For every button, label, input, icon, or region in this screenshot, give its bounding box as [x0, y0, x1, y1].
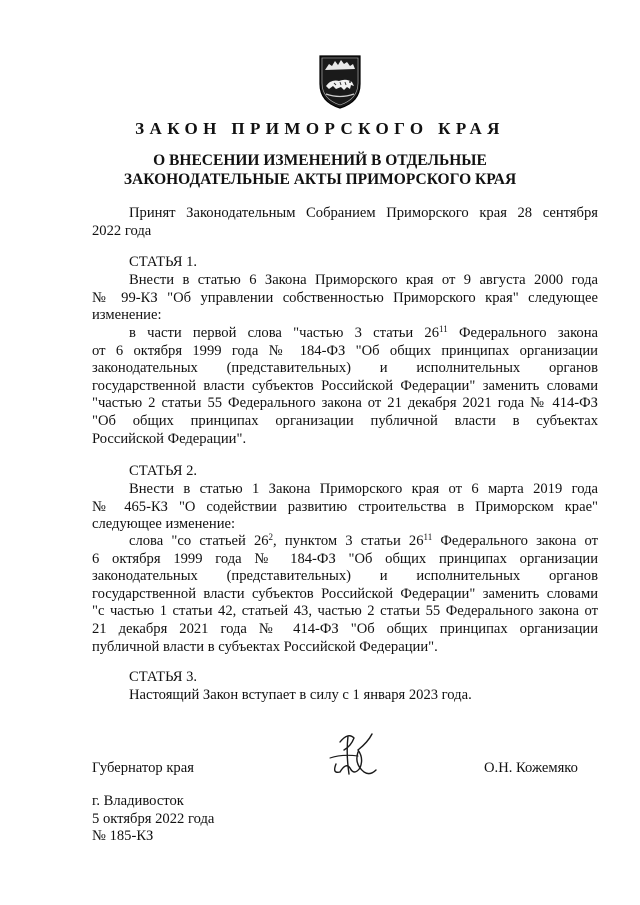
article-3-heading: СТАТЬЯ 3.	[129, 669, 198, 685]
law-heading: ЗАКОН ПРИМОРСКОГО КРАЯ	[135, 119, 505, 138]
footer-city: г. Владивосток	[92, 793, 184, 809]
law-title-line-1: О ВНЕСЕНИИ ИЗМЕНЕНИЙ В ОТДЕЛЬНЫЕ	[153, 152, 487, 169]
article-1-heading: СТАТЬЯ 1.	[129, 254, 198, 270]
article-2-heading: СТАТЬЯ 2.	[129, 463, 198, 479]
law-title	[0, 151, 640, 189]
article-1-paragraph-2: в части первой слова "частью 3 статьи $26^{11}$ Федерального закона от 6 октября 1999 года № 184-ФЗ "Об общих принципах организации законодательных (представительных) и исполнительных органов государственной власти субъектов Российской Федерации" заменить словами "частью 2 статьи 55 Федерального закона от 21 декабря 2021 года № 414-ФЗ "Об общих принципах организации публичной власти в субъектах Российской Федерации".	[92, 324, 598, 447]
handwritten-signature	[318, 728, 382, 784]
article-1-paragraph-1: Внести в статью 6 Закона Приморского края от 9 августа 2000 года № 99-КЗ "Об управлении собственностью Приморского края" следующее изменение:	[92, 272, 598, 324]
adoption-note	[92, 205, 598, 240]
article-2-paragraph-1: Внести в статью 1 Закона Приморского края от 6 марта 2019 года № 465-КЗ "О содействии развитию строительства в Приморском крае" следующее изменение:	[92, 481, 598, 533]
document-footer	[92, 793, 214, 846]
adoption-line-1: Принят Законодательным Собранием Приморского края 28 сентября	[129, 205, 598, 221]
signatory-name: О.Н. Кожемяко	[484, 760, 578, 776]
article-3-paragraph: Настоящий Закон вступает в силу с 1 января 2023 года.	[129, 687, 472, 703]
article-2-paragraph-2: слова "со статьей $26^2$, пунктом 3 статьи $26^{11}$ Федерального закона от 6 октября 1999 года № 184-ФЗ "Об общих принципах организации законодательных (представительных) и исполнительных органов государственной власти субъектов Российской Федерации" заменить словами "с частью 1 статьи 42, статьей 43, частью 2 статьи 55 Федерального закона от 21 декабря 2021 года № 414-ФЗ "Об общих принципах организации публичной власти в субъектах Российской Федерации".	[92, 532, 598, 655]
adoption-line-2: 2022 года	[92, 222, 152, 239]
coat-of-arms-emblem	[317, 52, 363, 110]
footer-number: № 185-КЗ	[92, 828, 154, 845]
footer-date: 5 октября 2022 года	[92, 810, 215, 827]
law-title-line-2: ЗАКОНОДАТЕЛЬНЫЕ АКТЫ ПРИМОРСКОГО КРАЯ	[123, 171, 517, 188]
signatory-position: Губернатор края	[92, 760, 194, 776]
